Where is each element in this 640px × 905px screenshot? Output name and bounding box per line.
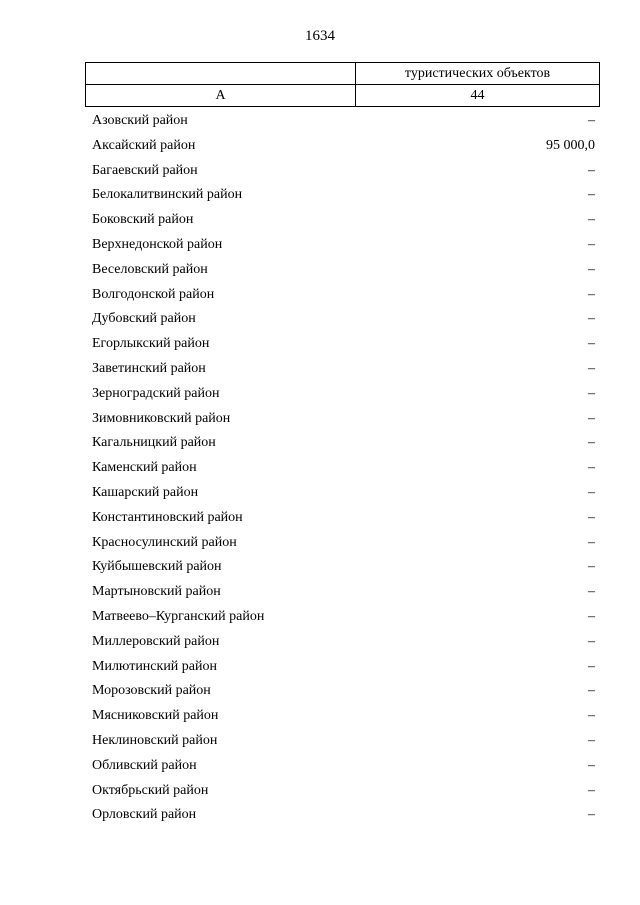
district-value: – — [588, 658, 595, 674]
table-row — [85, 208, 600, 233]
header-cell-a-title — [86, 63, 356, 85]
district-name: Обливский район — [92, 757, 197, 773]
district-value: – — [588, 261, 595, 277]
table-row — [85, 382, 600, 407]
district-value: – — [588, 633, 595, 649]
district-name: Дубовский район — [92, 311, 196, 327]
district-name: Кашарский район — [92, 484, 199, 500]
table-row — [85, 630, 600, 655]
district-value: – — [588, 385, 595, 401]
district-name: Октябрьский район — [92, 782, 209, 798]
district-name: Неклиновский район — [92, 732, 218, 748]
district-list — [85, 109, 600, 828]
header-table — [85, 62, 600, 107]
district-name: Волгодонской район — [92, 286, 215, 302]
district-name: Верхнедонской район — [92, 236, 223, 252]
district-value: – — [588, 187, 595, 203]
district-value: – — [588, 336, 595, 352]
district-value: – — [588, 484, 595, 500]
table-row — [85, 407, 600, 432]
district-name: Орловский район — [92, 807, 197, 823]
district-value: – — [588, 708, 595, 724]
district-name: Зимовниковский район — [92, 410, 231, 426]
page-number: 1634 — [305, 28, 335, 44]
table-row — [85, 803, 600, 828]
district-value: – — [588, 683, 595, 699]
table-row — [85, 357, 600, 382]
table-row — [85, 109, 600, 134]
district-name: Аксайский район — [92, 137, 196, 153]
district-value: – — [588, 162, 595, 178]
table-row — [85, 704, 600, 729]
district-value: – — [588, 212, 595, 228]
district-value: 95 000,0 — [546, 137, 595, 153]
district-name: Егорлыкский район — [92, 336, 210, 352]
district-name: Багаевский район — [92, 162, 198, 178]
district-value: – — [588, 410, 595, 426]
district-name: Боковский район — [92, 212, 194, 228]
district-name: Зерноградский район — [92, 385, 220, 401]
district-value: – — [588, 311, 595, 327]
table-row — [85, 159, 600, 184]
district-name: Заветинский район — [92, 360, 206, 376]
district-value: – — [588, 534, 595, 550]
table-row — [85, 531, 600, 556]
table-row — [85, 555, 600, 580]
district-value: – — [588, 435, 595, 451]
table-row — [85, 307, 600, 332]
table-row — [85, 332, 600, 357]
district-name: Кагальницкий район — [92, 435, 216, 451]
district-name: Белокалитвинский район — [92, 187, 243, 203]
table-row — [85, 134, 600, 159]
district-name: Мясниковский район — [92, 708, 219, 724]
district-name: Веселовский район — [92, 261, 208, 277]
district-name: Мартыновский район — [92, 584, 221, 600]
district-value: – — [588, 608, 595, 624]
header-row-index — [86, 85, 600, 107]
district-value: – — [588, 559, 595, 575]
district-value: – — [588, 113, 595, 128]
district-value: – — [588, 360, 595, 376]
table-row — [85, 754, 600, 779]
district-value: – — [588, 584, 595, 600]
header-row-title — [86, 63, 600, 85]
table-row — [85, 779, 600, 804]
district-name: Азовский район — [92, 113, 188, 128]
district-value: – — [588, 509, 595, 525]
table-row — [85, 183, 600, 208]
district-value: – — [588, 807, 595, 823]
district-name: Матвеево–Курганский район — [92, 608, 265, 624]
district-name: Милютинский район — [92, 658, 218, 674]
table-row — [85, 431, 600, 456]
table-row — [85, 506, 600, 531]
table-row — [85, 258, 600, 283]
district-name: Миллеровский район — [92, 633, 220, 649]
district-name: Константиновский район — [92, 509, 243, 525]
table-row — [85, 580, 600, 605]
district-name: Куйбышевский район — [92, 559, 222, 575]
table-row — [85, 233, 600, 258]
district-value: – — [588, 286, 595, 302]
district-value: – — [588, 782, 595, 798]
table-row — [85, 283, 600, 308]
district-name: Каменский район — [92, 460, 197, 476]
table-row — [85, 481, 600, 506]
header-cell-b-index: 44 — [356, 85, 600, 107]
table-row — [85, 655, 600, 680]
district-value: – — [588, 460, 595, 476]
table-row — [85, 456, 600, 481]
district-value: – — [588, 757, 595, 773]
table-row — [85, 729, 600, 754]
district-value: – — [588, 732, 595, 748]
district-name: Морозовский район — [92, 683, 211, 699]
district-name: Красносулинский район — [92, 534, 237, 550]
header-cell-b-title: туристических объектов — [356, 63, 600, 85]
district-value: – — [588, 236, 595, 252]
header-cell-a-index: А — [86, 85, 356, 107]
table-row — [85, 679, 600, 704]
table-row — [85, 605, 600, 630]
